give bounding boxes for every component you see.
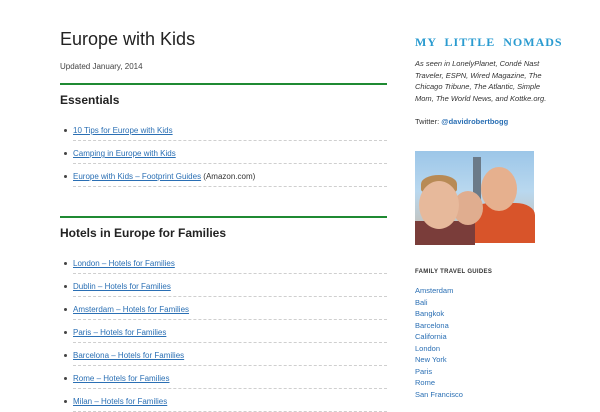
photo-figure <box>481 167 517 211</box>
site-title[interactable]: MY LITTLE NOMADS <box>415 35 563 49</box>
list-item <box>73 297 387 320</box>
hotels-list <box>64 251 387 412</box>
photo-figure <box>419 181 459 229</box>
guides-list <box>415 285 463 400</box>
link-amsterdam-hotels[interactable]: Amsterdam – Hotels for Families <box>73 305 190 314</box>
as-seen-in-text: As seen in LonelyPlanet, Condé Nast Traveler, ESPN, Wired Magazine, The Chicago Tribune, The Atlantic, Simple Mom, The World News, and Kottke.org. <box>415 59 547 103</box>
updated-date: Updated January, 2014 <box>60 62 143 71</box>
guide-link-bangkok[interactable]: Bangkok <box>415 309 445 318</box>
guide-link-amsterdam[interactable]: Amsterdam <box>415 286 454 295</box>
essentials-heading: Essentials <box>60 93 120 107</box>
link-paris-hotels[interactable]: Paris – Hotels for Families <box>73 328 167 337</box>
link-london-hotels[interactable]: London – Hotels for Families <box>73 259 175 268</box>
guides-heading: FAMILY TRAVEL GUIDES <box>415 269 493 275</box>
guide-link-rome[interactable]: Rome <box>415 378 436 387</box>
list-item <box>73 141 387 164</box>
guide-link-california[interactable]: California <box>415 332 447 341</box>
list-item <box>73 366 387 389</box>
guide-link-bali[interactable]: Bali <box>415 297 428 307</box>
guide-link-london[interactable]: London <box>415 343 441 353</box>
twitter-handle-link[interactable]: @davidrobertbogg <box>441 117 509 126</box>
essentials-list <box>64 118 387 187</box>
list-item <box>73 389 387 412</box>
list-item <box>73 320 387 343</box>
guide-link-paris[interactable]: Paris <box>415 366 433 376</box>
link-10-tips[interactable]: 10 Tips for Europe with Kids <box>73 126 173 135</box>
list-item <box>73 274 387 297</box>
list-item <box>73 164 387 187</box>
hotels-heading: Hotels in Europe for Families <box>60 226 227 240</box>
guide-link-barcelona[interactable]: Barcelona <box>415 320 449 330</box>
link-footprint-guides[interactable]: Europe with Kids – Footprint Guides <box>73 172 202 181</box>
link-barcelona-hotels[interactable]: Barcelona – Hotels for Families <box>73 351 185 360</box>
guide-link-new-york[interactable]: New York <box>415 355 447 364</box>
list-item <box>73 343 387 366</box>
link-dublin-hotels[interactable]: Dublin – Hotels for Families <box>73 282 171 291</box>
list-item <box>73 251 387 274</box>
link-milan-hotels[interactable]: Milan – Hotels for Families <box>73 397 168 406</box>
hotels-section <box>60 216 387 412</box>
essentials-section <box>60 83 387 187</box>
amazon-note: (Amazon.com) <box>201 172 256 181</box>
link-camping[interactable]: Camping in Europe with Kids <box>73 149 176 158</box>
family-photo <box>415 151 534 241</box>
page-title: Europe with Kids <box>60 29 196 49</box>
list-item <box>73 118 387 141</box>
guide-link-san-francisco[interactable]: San Francisco <box>415 389 463 399</box>
twitter-label: Twitter: <box>415 117 440 126</box>
twitter-line <box>415 117 508 126</box>
link-rome-hotels[interactable]: Rome – Hotels for Families <box>73 374 170 383</box>
